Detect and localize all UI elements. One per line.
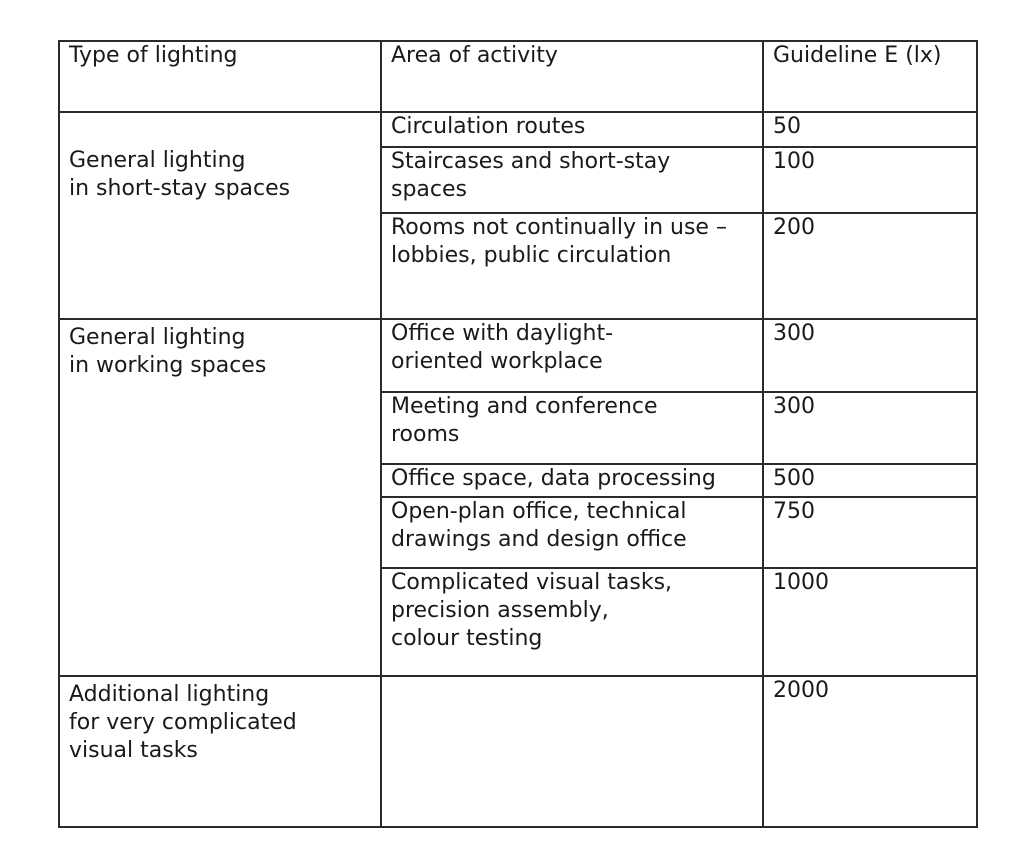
- value-cell: 100: [763, 147, 977, 213]
- area-cell: Rooms not continually in use – lobbies, public circulation: [381, 213, 763, 320]
- lighting-guideline-table: [58, 40, 978, 828]
- area-cell: Meeting and conference rooms: [381, 392, 763, 464]
- value-cell: 2000: [763, 676, 977, 827]
- value-cell: 1000: [763, 568, 977, 676]
- area-cell: [381, 676, 763, 827]
- type-cell-short-stay: General lighting in short-stay spaces: [59, 112, 381, 320]
- value-cell: 300: [763, 319, 977, 392]
- area-cell: Complicated visual tasks, precision assembly, colour testing: [381, 568, 763, 676]
- area-cell: Office space, data processing: [381, 464, 763, 497]
- header-guideline: Guideline E (lx): [763, 41, 977, 112]
- area-cell: Circulation routes: [381, 112, 763, 147]
- table-row: [59, 319, 977, 392]
- value-cell: 750: [763, 497, 977, 568]
- area-cell: Open-plan office, technical drawings and design office: [381, 497, 763, 568]
- table-header-row: [59, 41, 977, 112]
- type-cell-additional: Additional lighting for very complicated visual tasks: [59, 676, 381, 827]
- table-row: [59, 676, 977, 827]
- table-row: [59, 112, 977, 147]
- value-cell: 200: [763, 213, 977, 320]
- value-cell: 500: [763, 464, 977, 497]
- value-cell: 50: [763, 112, 977, 147]
- header-type-of-lighting: Type of lighting: [59, 41, 381, 112]
- area-cell: Staircases and short-stay spaces: [381, 147, 763, 213]
- area-cell: Office with daylight- oriented workplace: [381, 319, 763, 392]
- value-cell: 300: [763, 392, 977, 464]
- header-area-of-activity: Area of activity: [381, 41, 763, 112]
- type-cell-working-spaces: General lighting in working spaces: [59, 319, 381, 675]
